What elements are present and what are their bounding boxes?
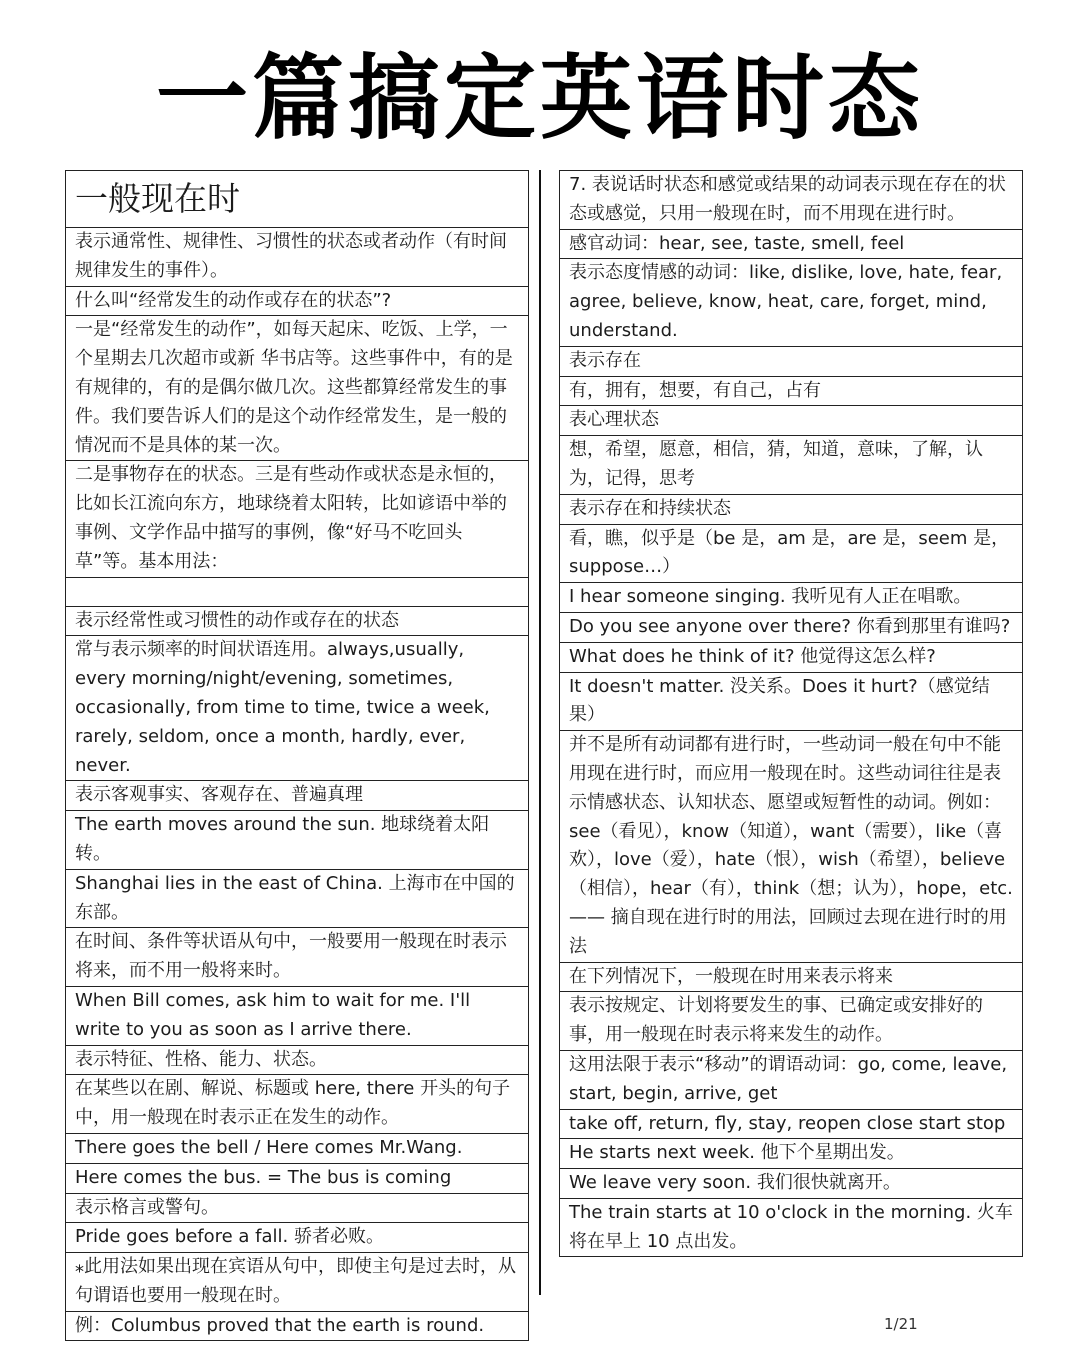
table-row: 7. 表说话时状态和感觉或结果的动词表示现在存在的状态或感觉，只用一般现在时，而不用现在进行时。: [560, 171, 1022, 230]
right-column: [559, 170, 1023, 1257]
table-row: 在某些以在剧、解说、标题或 here, there 开头的句子中，用一般现在时表示正在发生的动作。: [66, 1075, 528, 1134]
table-row-empty: [66, 578, 528, 607]
table-row: Shanghai lies in the east of China. 上海市在中国的东部。: [66, 870, 528, 929]
table-row: Do you see anyone over there? 你看到那里有谁吗?: [560, 613, 1022, 643]
table-row: We leave very soon. 我们很快就离开。: [560, 1169, 1022, 1199]
table-row: I hear someone singing. 我听见有人正在唱歌。: [560, 583, 1022, 613]
page-number: 1/21: [884, 1315, 918, 1333]
table-row: 表示格言或警句。: [66, 1194, 528, 1224]
table-row: 表示特征、性格、能力、状态。: [66, 1046, 528, 1076]
table-row: It doesn't matter. 没关系。Does it hurt?（感觉结果）: [560, 673, 1022, 732]
column-divider: [539, 170, 541, 1295]
section-heading: 一般现在时: [66, 171, 528, 228]
table-row: take off, return, fly, stay, reopen close start stop: [560, 1110, 1022, 1140]
table-row: What does he think of it? 他觉得这怎么样?: [560, 643, 1022, 673]
table-row: 表示存在和持续状态: [560, 495, 1022, 525]
table-row: 表心理状态: [560, 406, 1022, 436]
table-row: 表示客观事实、客观存在、普遍真理: [66, 781, 528, 811]
table-row: 在时间、条件等状语从句中，一般要用一般现在时表示将来，而不用一般将来时。: [66, 928, 528, 987]
table-row: 有，拥有，想要，有自己，占有: [560, 377, 1022, 407]
left-column: [65, 170, 529, 1341]
table-row: 看，瞧，似乎是（be 是，am 是，are 是，seem 是，suppose…）: [560, 525, 1022, 584]
table-row: 常与表示频率的时间状语连用。always,usually, every morning/night/evening, sometimes, occasionally, from time to time, twice a week, rarely, seldom, once a month, hardly, ever, never.: [66, 636, 528, 781]
table-row: He starts next week. 他下个星期出发。: [560, 1139, 1022, 1169]
table-row: When Bill comes, ask him to wait for me. I'll write to you as soon as I arrive there.: [66, 987, 528, 1046]
table-row: 什么叫“经常发生的动作或存在的状态”?: [66, 287, 528, 317]
table-row: 例：Columbus proved that the earth is round.: [75, 1314, 485, 1336]
table-row: 想，希望，愿意，相信，猜，知道，意味，了解，认为，记得，思考: [560, 436, 1022, 495]
table-row: ⁎此用法如果出现在宾语从句中，即使主句是过去时，从句谓语也要用一般现在时。: [66, 1253, 528, 1312]
table-row: 在下列情况下，一般现在时用来表示将来: [560, 963, 1022, 993]
table-row: 二是事物存在的状态。三是有些动作或状态是永恒的，比如长江流向东方，地球绕着太阳转，比如谚语中举的事例、文学作品中描写的事例，像“好马不吃回头草”等。基本用法：: [66, 461, 528, 577]
page-title: 一篇搞定英语时态: [155, 45, 924, 152]
table-row: There goes the bell / Here comes Mr.Wang.: [66, 1134, 528, 1164]
table-row: 这用法限于表示“移动”的谓语动词：go, come, leave, start, begin, arrive, get: [560, 1051, 1022, 1110]
table-row: Pride goes before a fall. 骄者必败。: [66, 1223, 528, 1253]
table-row: 表示通常性、规律性、习惯性的状态或者动作（有时间规律发生的事件）。: [66, 228, 528, 287]
table-row: The earth moves around the sun. 地球绕着太阳转。: [66, 811, 528, 870]
table-row: 表示经常性或习惯性的动作或存在的状态: [66, 607, 528, 637]
table-row: 一是“经常发生的动作”，如每天起床、吃饭、上学，一个星期去几次超市或新 华书店等。这些事件中，有的是有规律的，有的是偶尔做几次。这些都算经常发生的事件。我们要告诉人们的是这个动作经常发生，是一般的情况而不是具体的某一次。: [66, 316, 528, 461]
table-row: The train starts at 10 o'clock in the morning. 火车将在早上 10 点出发。: [569, 1201, 1013, 1252]
table-row: 表示态度情感的动词：like, dislike, love, hate, fear, agree, believe, know, heat, care, forget, mind, understand.: [560, 259, 1022, 346]
table-row: 表示按规定、计划将要发生的事、已确定或安排好的事，用一般现在时表示将来发生的动作。: [560, 992, 1022, 1051]
table-row: 感官动词：hear, see, taste, smell, feel: [560, 230, 1022, 260]
table-row: Here comes the bus. = The bus is coming: [66, 1164, 528, 1194]
table-row: 并不是所有动词都有进行时，一些动词一般在句中不能用现在进行时，而应用一般现在时。这些动词往往是表示情感状态、认知状态、愿望或短暂性的动词。例如：see（看见），know（知道），want（需要），like（喜欢），love（爱），hate（恨），wish（希望），believe（相信），hear（有），think（想；认为），hope，etc.—— 摘自现在进行时的用法，回顾过去现在进行时的用法: [560, 731, 1022, 962]
table-row: 表示存在: [560, 347, 1022, 377]
